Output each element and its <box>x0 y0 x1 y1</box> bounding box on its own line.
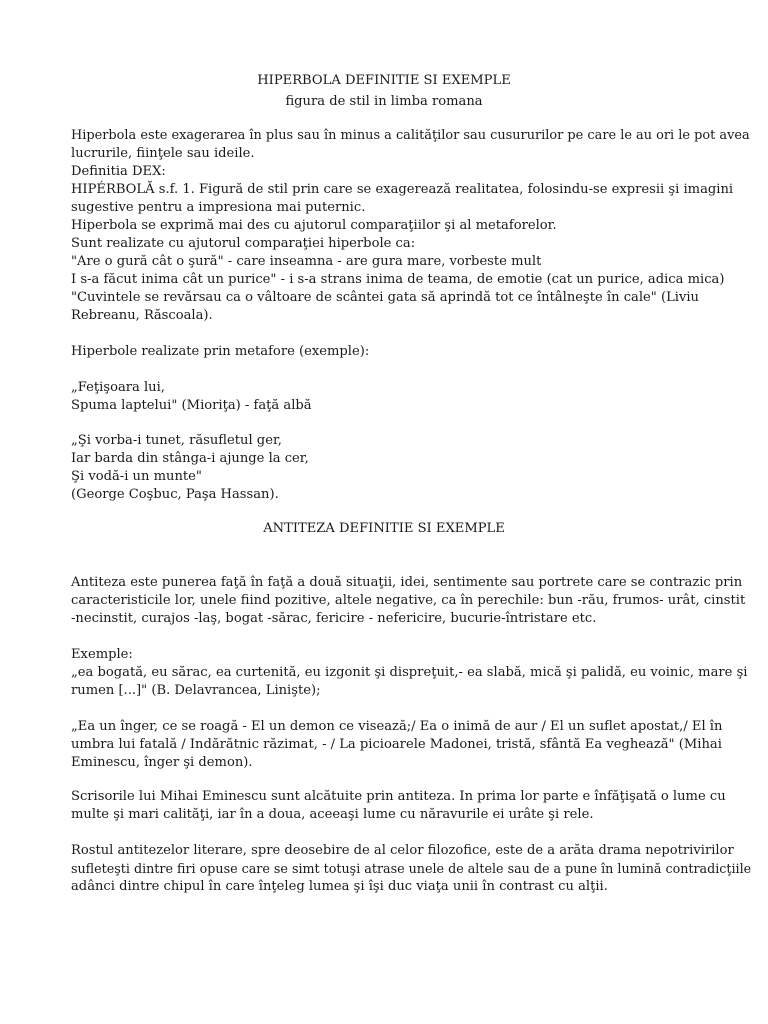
delavrancea-line-1: „ea bogată, eu sărac, ea curtenită, eu izgonit şi dispreţuit,- ea slabă, mică şi palidă, eu voinic, mare şi <box>71 665 748 680</box>
eminescu-quote-line-2: umbra lui fatală / Indărătnic răzimat, - / La picioarele Madonei, tristă, sfântă Ea veghează" (Mihai <box>71 737 722 752</box>
miorita-line-2: Spuma laptelui" (Mioriţa) - faţă albă <box>71 398 312 413</box>
antiteza-definition-line-3: -necinstit, curajos -laş, bogat -sărac, fericire - nefericire, bucurie-întristare etc. <box>71 611 597 626</box>
rostul-line-1: Rostul antitezelor literare, spre deosebire de al celor filozofice, este de a arăta drama nepotrivirilor <box>71 843 734 858</box>
dex-label: Definitia DEX: <box>71 164 166 179</box>
eminescu-quote-line-1: „Ea un înger, ce se roagă - El un demon ce visează;/ Ea o inimă de aur / El un suflet apostat,/ El în <box>71 719 723 734</box>
antiteza-definition-line-2: caracteristicile lor, unele fiind pozitive, altele negative, ca în perechile: bun -rău, frumos- urât, cinstit <box>71 593 746 608</box>
example-purice: I s-a făcut inima cât un purice" - i s-a strans inima de teama, de emotie (cat un purice, adica mica) <box>71 272 725 287</box>
dex-definition-line-1: HIPÉRBOLĂ s.f. 1. Figură de stil prin care se exagerează realitatea, folosindu-se expresii şi imagini <box>71 182 734 197</box>
hiperbola-intro-line-2: lucrurile, fiinţele sau ideile. <box>71 146 255 161</box>
exemple-label: Exemple: <box>71 647 133 662</box>
hiperbola-realizate-line: Sunt realizate cu ajutorul comparaţiei hiperbole ca: <box>71 236 416 251</box>
rostul-line-2: sufleteşti dintre firi opuse care se simt totuşi atrase unele de altele sau de a pune în lumină contradicţiile <box>71 861 752 876</box>
antiteza-title: ANTITEZA DEFINITIE SI EXEMPLE <box>263 521 505 536</box>
hiperbola-subtitle: figura de stil in limba romana <box>285 94 483 109</box>
cosbuc-line-4: (George Coşbuc, Paşa Hassan). <box>71 487 279 502</box>
hiperbola-title: HIPERBOLA DEFINITIE SI EXEMPLE <box>257 73 511 88</box>
eminescu-quote-line-3: Eminescu, înger şi demon). <box>71 755 253 770</box>
example-gura: "Are o gură cât o şură" - care inseamna - are gura mare, vorbeste mult <box>71 254 542 269</box>
cosbuc-line-2: Iar barda din stânga-i ajunge la cer, <box>71 451 309 466</box>
cosbuc-line-1: „Şi vorba-i tunet, răsufletul ger, <box>71 433 282 448</box>
metafore-header: Hiperbole realizate prin metafore (exemple): <box>71 344 370 359</box>
rostul-line-3: adânci dintre chipul în care înţeleg lumea şi îşi duc viaţa unii în contrast cu alţii. <box>71 879 608 894</box>
miorita-line-1: „Feţişoara lui, <box>71 380 165 395</box>
example-cuvinte-line-1: "Cuvintele se revărsau ca o vâltoare de scântei gata să aprindă tot ce întâlneşte în cale" (Liviu <box>71 290 699 305</box>
cosbuc-line-3: Şi vodă-i un munte" <box>71 469 202 484</box>
scrisorile-line-1: Scrisorile lui Mihai Eminescu sunt alcătuite prin antiteza. In prima lor parte e înfăţişată o lume cu <box>71 789 726 804</box>
hiperbola-intro-line-1: Hiperbola este exagerarea în plus sau în minus a calităţilor sau cusururilor pe care le au ori le pot avea <box>71 128 750 143</box>
scrisorile-line-2: multe şi mari calităţi, iar în a doua, aceeaşi lume cu năravurile ei urâte şi rele. <box>71 807 594 822</box>
antiteza-definition-line-1: Antiteza este punerea faţă în faţă a două situaţii, idei, sentimente sau portrete care se contrazic prin <box>71 575 743 590</box>
example-cuvinte-line-2: Rebreanu, Răscoala). <box>71 308 213 323</box>
hiperbola-comparatii-line: Hiperbola se exprimă mai des cu ajutorul comparaţiilor şi al metaforelor. <box>71 218 557 233</box>
dex-definition-line-2: sugestive pentru a impresiona mai puternic. <box>71 200 366 215</box>
delavrancea-line-2: rumen [...]" (B. Delavrancea, Linişte); <box>71 683 321 698</box>
